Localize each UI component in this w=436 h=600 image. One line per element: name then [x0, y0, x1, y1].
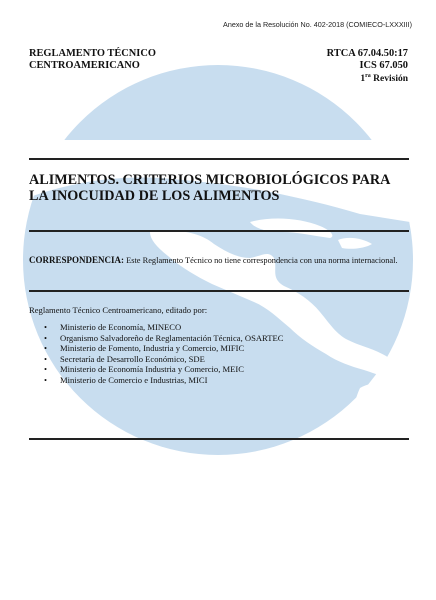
- header-left-line1: REGLAMENTO TÉCNICO: [29, 48, 156, 59]
- list-item: • Organismo Salvadoreño de Reglamentación Técnica, OSARTEC: [44, 333, 284, 344]
- edited-by: Reglamento Técnico Centroamericano, editado por:: [29, 305, 208, 315]
- revision-number: 1: [360, 74, 366, 85]
- correspondence-note: [29, 255, 411, 266]
- regulation-code: RTCA 67.04.50:17: [326, 48, 408, 59]
- list-item: • Ministerio de Economía, MINECO: [44, 322, 284, 333]
- regulation-header-left: [29, 48, 156, 71]
- revision-label: [327, 71, 408, 86]
- list-item: • Ministerio de Economía Industria y Comercio, MEIC: [44, 364, 284, 375]
- rule-after-title: [29, 230, 409, 232]
- revision-superscript: ra: [365, 73, 371, 79]
- correspondence-label: CORRESPONDENCIA:: [29, 255, 125, 265]
- regulation-header-right: [327, 48, 408, 86]
- rule-bottom: [29, 438, 409, 440]
- annex-reference: Anexo de la Resolución No. 402-2018 (COMIECO-LXXXIII): [223, 20, 412, 29]
- ministries-list: [44, 322, 284, 386]
- list-item: • Ministerio de Fomento, Industria y Comercio, MIFIC: [44, 343, 284, 354]
- header-left-line2: CENTROAMERICANO: [29, 59, 140, 71]
- correspondence-text: Este Reglamento Técnico no tiene correspondencia con una norma internacional.: [124, 256, 398, 265]
- rule-after-correspondence: [29, 290, 409, 292]
- document-title: ALIMENTOS. CRITERIOS MICROBIOLÓGICOS PARA LA INOCUIDAD DE LOS ALIMENTOS: [29, 172, 390, 204]
- rule-top: [29, 158, 409, 160]
- list-item: • Secretaría de Desarrollo Económico, SDE: [44, 354, 284, 365]
- ics-code: ICS 67.050: [359, 59, 408, 71]
- revision-word: Revisión: [370, 74, 408, 85]
- list-item: • Ministerio de Comercio e Industrias, MICI: [44, 375, 284, 386]
